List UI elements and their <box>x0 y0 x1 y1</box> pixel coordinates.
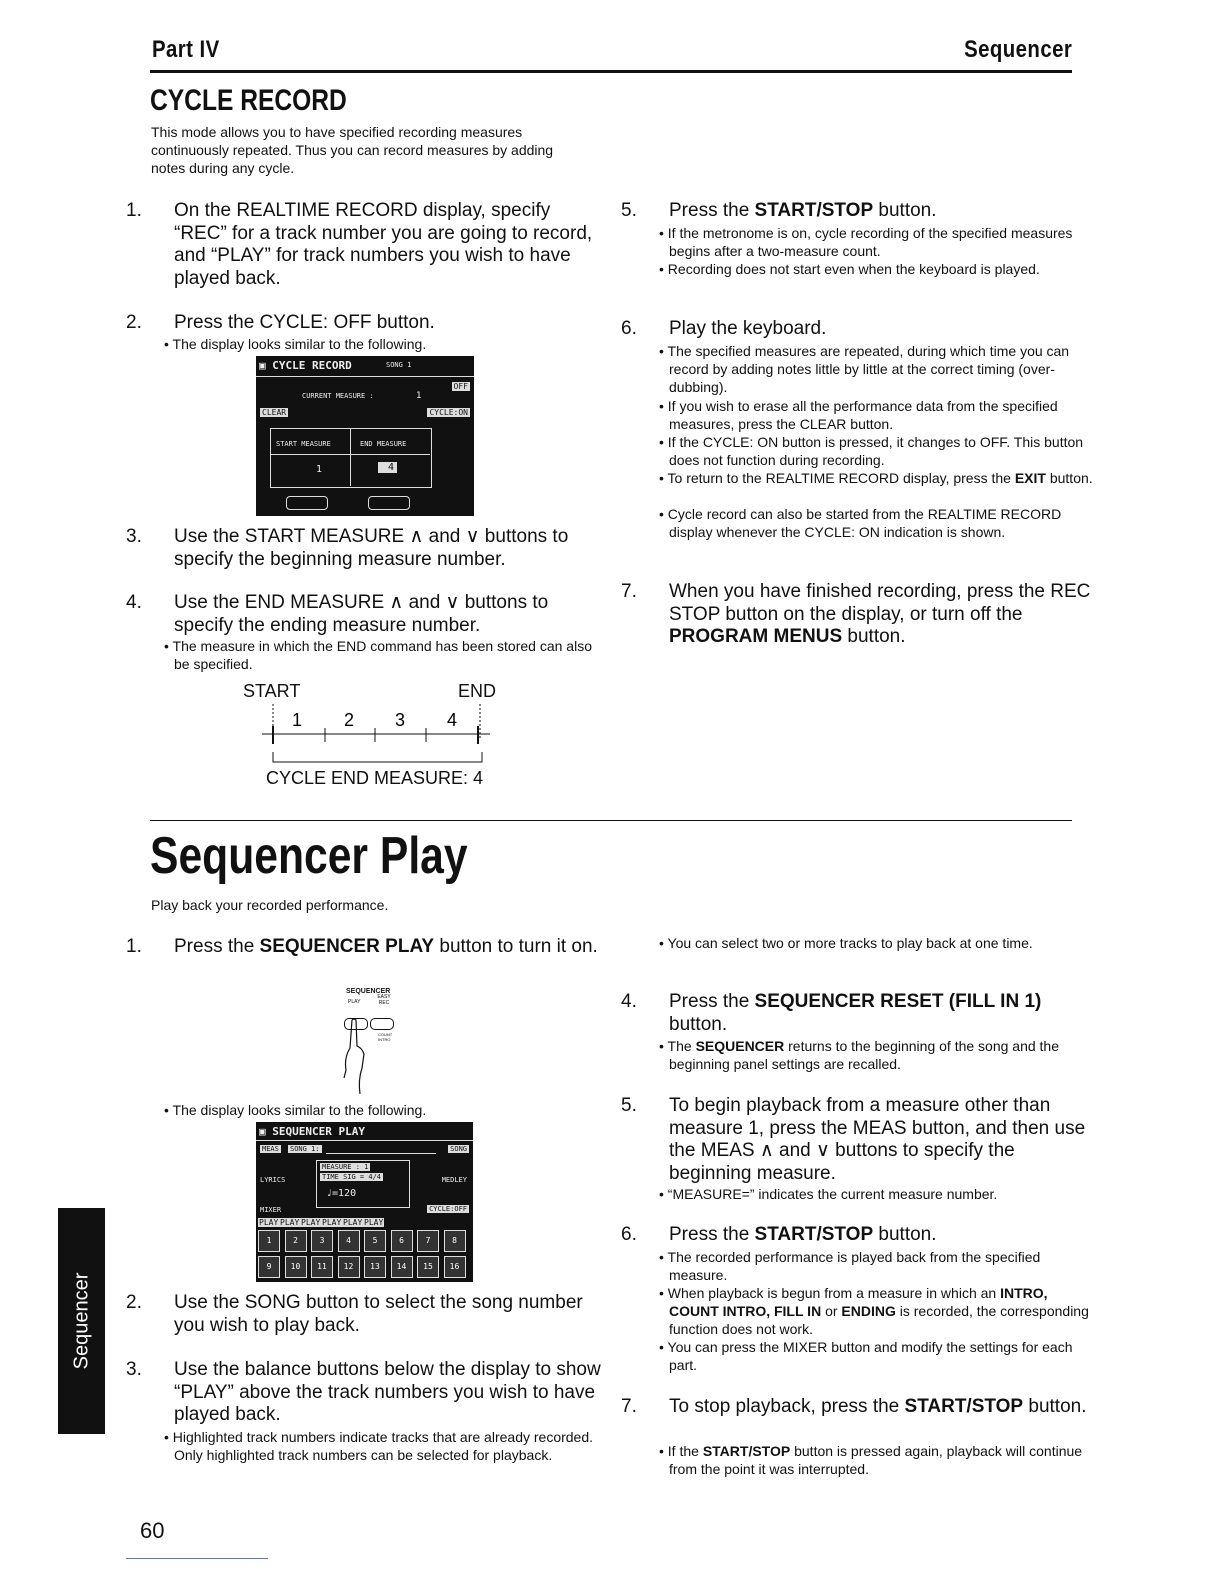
cycle-record-title: CYCLE RECORD <box>150 84 347 117</box>
cycle-step-6-note-4: • To return to the REALTIME RECORD display, press the EXIT button. <box>645 469 1097 487</box>
measure-line: MEASURE : 1 <box>322 1163 369 1171</box>
cycle-step-3: 3. Use the START MEASURE ∧ and ∨ buttons to specify the beginning measure number. <box>126 526 569 570</box>
play-step-3-note: • Highlighted track numbers indicate tracks that are already recorded. Only highlighted track numbers can be selected for playback. <box>150 1428 606 1464</box>
cycle-off-button[interactable]: OFF <box>453 382 468 391</box>
play-step-6-note-1: • The recorded performance is played back from the specified measure. <box>645 1248 1097 1284</box>
cycle-step-6-note-3: • If the CYCLE: ON button is pressed, it changes to OFF. This button does not function during recording. <box>645 433 1097 469</box>
track-button-14[interactable]: 14 <box>391 1256 413 1278</box>
diagram-end-label: END <box>458 681 497 701</box>
meas-button[interactable]: MEAS <box>262 1145 279 1153</box>
cycle-step-7: 7. When you have finished recording, press the REC STOP button on the display, or turn off the PROGRAM MENUS button. <box>621 581 1091 647</box>
play-step-4-note: • The SEQUENCER returns to the beginning of the song and the beginning panel settings are recalled. <box>645 1037 1097 1073</box>
diagram-measure-3: 3 <box>394 710 406 730</box>
diagram-measure-1: 1 <box>291 710 303 730</box>
end-measure-slider-icon[interactable] <box>368 496 410 510</box>
song-field-rule <box>326 1153 436 1154</box>
play-label: PLAY <box>280 1218 300 1227</box>
cycle-step-6-note-1: • The specified measures are repeated, during which time you can record by adding notes little by little at the correct timing (over-dubbing). <box>645 342 1097 396</box>
cycle-step-5-note-2: • Recording does not start even when the keyboard is played. <box>645 260 1097 278</box>
play-step-7-note: • If the START/STOP button is pressed again, playback will continue from the point it was interrupted. <box>645 1442 1097 1478</box>
cycle-step-5-note-1: • If the metronome is on, cycle recording of the specified measures begins after a two-measure count. <box>645 224 1097 260</box>
track-button-4[interactable]: 4 <box>338 1230 360 1252</box>
diagram-measure-2: 2 <box>343 710 355 730</box>
track-button-8[interactable]: 8 <box>444 1230 466 1252</box>
lyrics-button[interactable]: LYRICS <box>260 1176 286 1184</box>
song-button[interactable]: SONG <box>450 1145 467 1153</box>
cycle-step-6-note-5: • Cycle record can also be started from the REALTIME RECORD display whenever the CYCLE: ON indication is shown. <box>645 505 1097 541</box>
track-button-7[interactable]: 7 <box>417 1230 439 1252</box>
start-measure-label: START MEASURE <box>276 440 331 448</box>
play-step-6: 6. Press the START/STOP button. <box>621 1224 937 1245</box>
track-button-5[interactable]: 5 <box>364 1230 386 1252</box>
play-step-1: 1. Press the SEQUENCER PLAY button to turn it on. <box>126 936 598 957</box>
track-button-12[interactable]: 12 <box>338 1256 360 1278</box>
cycle-icon: ▣ <box>259 359 266 372</box>
panel-count-intro-label: COUNT INTRO <box>378 1032 393 1042</box>
section-label: Sequencer <box>963 36 1072 63</box>
play-label: PLAY <box>364 1218 384 1227</box>
part-label: Part IV <box>152 36 220 63</box>
track-button-11[interactable]: 11 <box>311 1256 333 1278</box>
cycle-step-2: 2. Press the CYCLE: OFF button. <box>126 312 435 333</box>
cycle-step-4: 4. Use the END MEASURE ∧ and ∨ buttons to specify the ending measure number. <box>126 592 549 636</box>
side-tab-label: Sequencer <box>70 1272 92 1370</box>
play-step-6-note-2: • When playback is begun from a measure in which an INTRO, COUNT INTRO, FILL IN or ENDING is recorded, the corresponding function does not work. <box>645 1284 1097 1338</box>
sequencer-icon: ▣ <box>259 1125 266 1138</box>
start-measure-value: 1 <box>316 464 323 475</box>
play-label: PLAY <box>322 1218 342 1227</box>
section-divider <box>150 820 1072 821</box>
diagram-bracket <box>273 752 482 762</box>
page-number: 60 <box>140 1518 165 1543</box>
measure-table-rule <box>270 454 430 455</box>
cycle-step-6-note-2: • If you wish to erase all the performance data from the specified measures, press the CLEAR button. <box>645 397 1097 433</box>
end-measure-label: END MEASURE <box>360 440 407 448</box>
play-step-3: 3. Use the balance buttons below the display to show “PLAY” above the track numbers you wish to have played back. <box>126 1359 601 1425</box>
play-label: PLAY <box>301 1218 321 1227</box>
mixer-button[interactable]: MIXER <box>260 1206 282 1214</box>
seq-display-rule <box>256 1140 473 1141</box>
cycle-step-5: 5. Press the START/STOP button. <box>621 200 937 221</box>
track-button-10[interactable]: 10 <box>285 1256 307 1278</box>
tempo-value: ♩=120 <box>326 1188 357 1199</box>
play-step-5: 5. To begin playback from a measure other than measure 1, press the MEAS button, and then use the MEAS ∧ and ∨ buttons to specify the beginning measure. <box>621 1095 1086 1184</box>
track-button-6[interactable]: 6 <box>391 1230 413 1252</box>
sequencer-panel-illustration <box>338 988 428 1096</box>
cycle-step-1: 1. On the REALTIME RECORD display, specify “REC” for a track number you are going to record, and “PLAY” for track numbers you wish to have played back. <box>126 200 593 289</box>
play-step-4: 4. Press the SEQUENCER RESET (FILL IN 1) button. <box>621 991 1042 1035</box>
cycle-on-button[interactable]: CYCLE:ON <box>429 408 468 417</box>
sequencer-play-intro: Play back your recorded performance. <box>151 897 389 913</box>
play-label: PLAY <box>259 1218 279 1227</box>
play-label: PLAY <box>343 1218 363 1227</box>
end-measure-value: 4 <box>378 462 397 473</box>
clear-button[interactable]: CLEAR <box>262 408 287 417</box>
play-step-7: 7. To stop playback, press the START/STOP button. <box>621 1396 1087 1417</box>
track-button-3[interactable]: 3 <box>311 1230 333 1252</box>
diagram-start-label: START <box>243 681 301 701</box>
medley-button[interactable]: MEDLEY <box>441 1176 467 1184</box>
play-step-3-note-r: • You can select two or more tracks to play back at one time. <box>645 934 1097 952</box>
current-measure-label: CURRENT MEASURE : <box>302 392 374 400</box>
cycle-off-button[interactable]: CYCLE:OFF <box>429 1205 467 1213</box>
cycle-display-song: SONG 1 <box>386 361 412 369</box>
current-measure-value: 1 <box>416 391 422 401</box>
cycle-display-rule <box>256 376 474 377</box>
sequencer-play-display <box>256 1122 473 1282</box>
start-measure-slider-icon[interactable] <box>286 496 328 510</box>
song-field: SONG 1: <box>290 1145 320 1153</box>
track-button-15[interactable]: 15 <box>417 1256 439 1278</box>
cycle-measure-diagram <box>250 704 500 770</box>
side-tab <box>58 1208 105 1434</box>
header-rule <box>150 70 1072 73</box>
sequencer-play-title: Sequencer Play <box>150 827 468 885</box>
diagram-caption: CYCLE END MEASURE: 4 <box>266 768 484 788</box>
play-step-1-note: • The display looks similar to the following. <box>150 1101 594 1119</box>
cycle-step-2-note: • The display looks similar to the following. <box>150 335 594 353</box>
cycle-display-title: ▣ CYCLE RECORD <box>259 359 352 372</box>
play-step-2: 2. Use the SONG button to select the song number you wish to play back. <box>126 1292 583 1336</box>
footer-link-rule <box>126 1558 268 1559</box>
cycle-record-display <box>256 356 474 516</box>
panel-easy-rec-label: EASY REC <box>377 994 391 1006</box>
track-button-1[interactable]: 1 <box>258 1230 280 1252</box>
measure-table-divider <box>350 428 351 486</box>
panel-play-label: PLAY <box>348 999 361 1005</box>
pressing-finger-icon <box>338 1018 378 1096</box>
track-button-16[interactable]: 16 <box>444 1256 466 1278</box>
track-button-9[interactable]: 9 <box>258 1256 280 1278</box>
cycle-intro: This mode allows you to have specified recording measures continuously repeated. Thus you can record measures by adding notes during any cycle. <box>151 124 554 176</box>
seq-display-title: ▣ SEQUENCER PLAY <box>259 1125 365 1138</box>
panel-sequencer-label: SEQUENCER <box>346 988 391 995</box>
diagram-measure-4: 4 <box>446 710 458 730</box>
cycle-step-4-note: • The measure in which the END command has been stored can also be specified. <box>150 637 604 673</box>
play-step-6-note-3: • You can press the MIXER button and modify the settings for each part. <box>645 1338 1097 1374</box>
cycle-step-6: 6. Play the keyboard. <box>621 318 827 339</box>
measure-table <box>270 428 432 488</box>
track-button-2[interactable]: 2 <box>285 1230 307 1252</box>
play-step-5-note: • “MEASURE=” indicates the current measure number. <box>645 1185 1097 1203</box>
time-sig-line: TIME SIG = 4/4 <box>322 1173 382 1181</box>
track-button-13[interactable]: 13 <box>364 1256 386 1278</box>
